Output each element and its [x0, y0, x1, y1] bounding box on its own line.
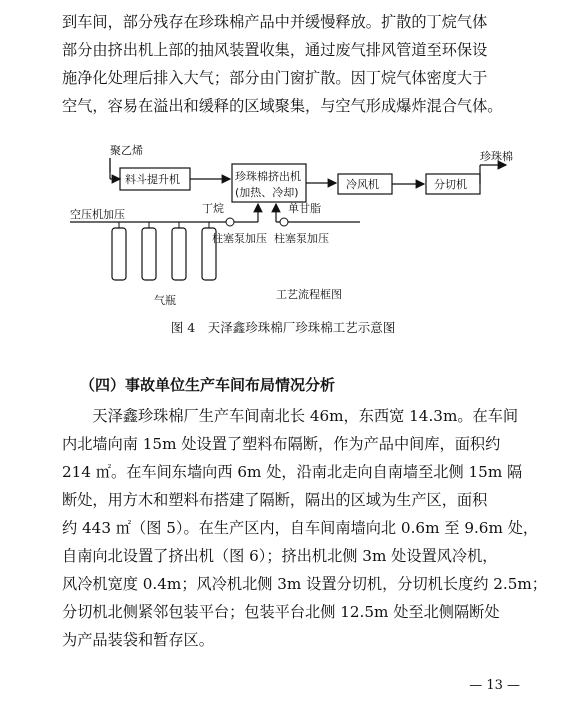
glycerol-label: 单甘脂 — [288, 202, 321, 215]
text-line: 约 443 ㎡（图 5）。在生产区内，自车间南墙向北 0.6m 至 9.6m 处， — [62, 519, 539, 537]
plunger-pump-label-1: 柱塞泵加压 — [212, 232, 267, 245]
text-line: 内北墙向南 15m 处设置了塑料布隔断，作为产品中间库，面积约 — [62, 435, 501, 453]
text-line: 空气，容易在溢出和缓释的区域聚集，与空气形成爆炸混合气体。 — [62, 97, 503, 115]
diagram-title: 工艺流程框图 — [276, 288, 342, 301]
text-line: 分切机北侧紧邻包装平台；包装平台北侧 12.5m 处至北侧隔断处 — [62, 603, 500, 621]
plunger-pump-label-2: 柱塞泵加压 — [274, 232, 329, 245]
input-label: 聚乙烯 — [110, 144, 143, 157]
text-line: 风冷机宽度 0.4m；风冷机北侧 3m 设置分切机，分切机长度约 2.5m； — [62, 575, 547, 593]
text-line: 到车间，部分残存在珍珠棉产品中并缓慢释放。扩散的丁烷气体 — [62, 13, 488, 31]
process-flow-diagram — [70, 138, 530, 314]
text-line: 施净化处理后排入大气；部分由门窗扩散。因丁烷气体密度大于 — [62, 69, 488, 87]
text-line: 部分由挤出机上部的抽风装置收集，通过废气排风管道至环保设 — [62, 41, 488, 59]
cylinders-label: 气瓶 — [154, 294, 176, 307]
page-number: — 13 — — [469, 678, 520, 693]
section-heading: （四）事故单位生产车间布局情况分析 — [80, 376, 336, 394]
figure-caption: 图 4 天泽鑫珍珠棉厂珍珠棉工艺示意图 — [170, 320, 396, 335]
text-line: 天泽鑫珍珠棉厂生产车间南北长 46m，东西宽 14.3m。在车间 — [62, 407, 519, 425]
text-line: 自南向北设置了挤出机（图 6）；挤出机北侧 3m 处设置风冷机， — [62, 547, 498, 565]
paragraph-intro — [62, 8, 518, 120]
text-line: 为产品装袋和暂存区。 — [62, 631, 214, 649]
extruder-label: 珍珠棉挤出机 — [235, 170, 301, 183]
valve-icon — [280, 218, 288, 226]
valve-icon — [226, 218, 234, 226]
paragraph-layout — [62, 402, 547, 654]
hopper-label: 料斗提升机 — [125, 173, 180, 186]
cooler-label: 冷风机 — [346, 178, 379, 191]
air-compressor-label: 空压机加压 — [70, 208, 125, 221]
cutter-label: 分切机 — [434, 178, 467, 191]
text-line: 214 ㎡。在车间东墙向西 6m 处，沿南北走向自南墙至北侧 15m 隔 — [62, 463, 523, 481]
gas-cylinders — [112, 222, 216, 280]
text-line: 断处，用方木和塑料布搭建了隔断，隔出的区域为生产区，面积 — [62, 491, 488, 509]
butane-label: 丁烷 — [202, 202, 224, 215]
extruder-sublabel: (加热、冷却) — [235, 186, 299, 199]
output-label: 珍珠棉 — [480, 150, 513, 163]
